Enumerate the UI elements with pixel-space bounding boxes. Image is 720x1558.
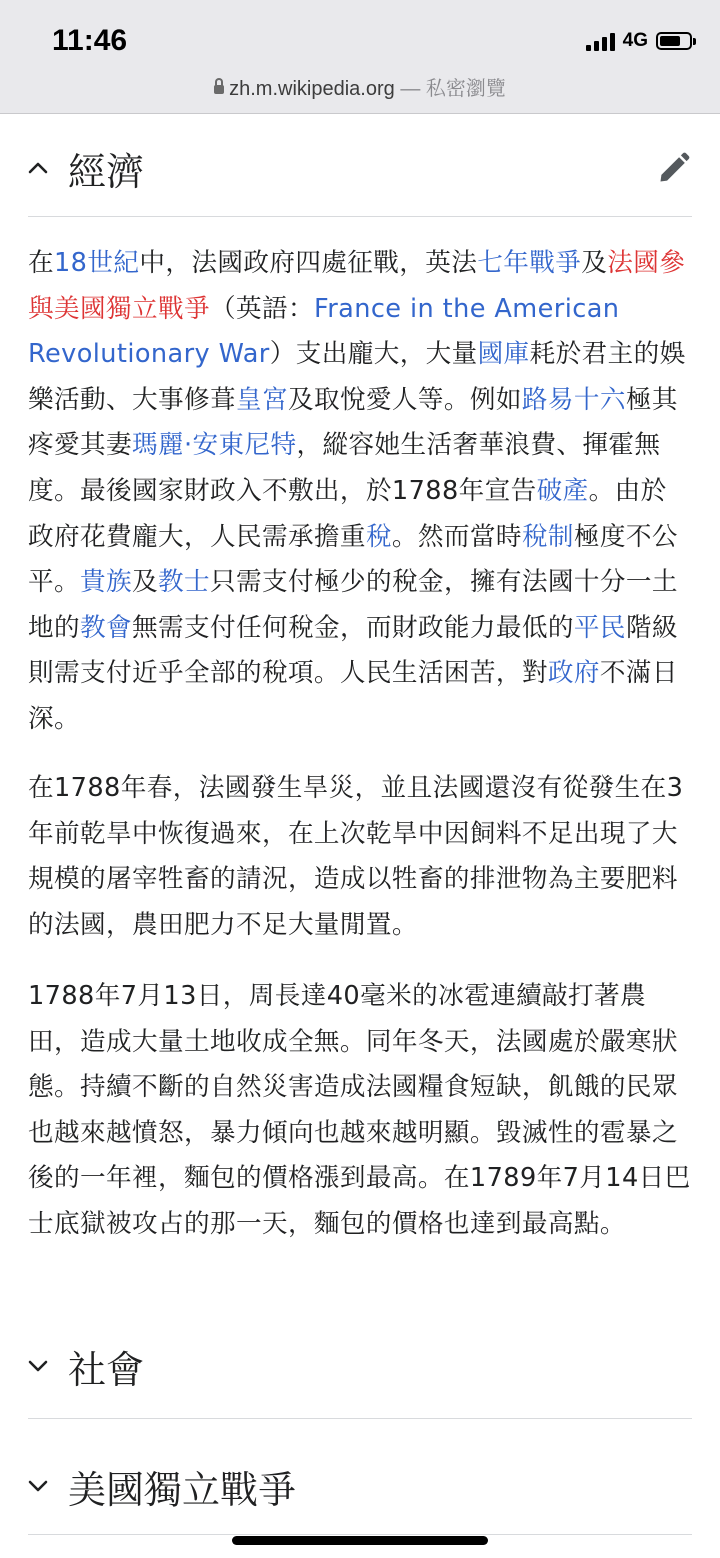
cellular-signal-icon: [586, 31, 615, 51]
paragraph-economy-3: 1788年7月13日，周長達40毫米的冰雹連續敲打著農田，造成大量土地收成全無。同年冬天，法國處於嚴寒狀態。持續不斷的自然災害造成法國糧食短缺，飢餓的民眾也越來越憤怒，暴力傾向也越來越明顯。毀滅性的雹暴之後的一年裡，麵包的價格漲到最高。在1789年7月14日巴士底獄被攻占的那一天，麵包的價格也達到最高點。: [28, 981, 691, 1239]
link-18th-century[interactable]: 18世紀: [54, 248, 140, 278]
url-domain: zh.m.wikipedia.org: [229, 78, 395, 100]
link-seven-years-war[interactable]: 七年戰爭: [477, 248, 582, 278]
link-government[interactable]: 政府: [547, 658, 600, 689]
section-title-economy: 經濟: [68, 149, 145, 194]
status-icons: [586, 30, 692, 52]
lock-icon: [214, 85, 224, 94]
section-divider: [28, 216, 692, 217]
section-divider: [28, 1418, 692, 1419]
link-commoners[interactable]: 平民: [573, 612, 626, 643]
chevron-up-icon: [28, 158, 48, 178]
section-title-american-war: 美國獨立戰爭: [68, 1467, 297, 1512]
private-browsing-label: — 私密瀏覽: [400, 78, 506, 100]
link-palace[interactable]: 皇宮: [235, 384, 288, 415]
link-church[interactable]: 教會: [80, 612, 132, 643]
browser-top-bar: [0, 0, 720, 114]
url-bar[interactable]: [0, 72, 720, 101]
section-header-society[interactable]: [28, 1342, 692, 1390]
chevron-down-icon: [28, 1476, 48, 1496]
link-marie-antoinette[interactable]: 瑪麗·安東尼特: [131, 430, 297, 461]
battery-icon: [656, 32, 692, 50]
link-nobility[interactable]: 貴族: [80, 567, 132, 598]
section-divider: [28, 1534, 692, 1535]
redlink-france-american-war[interactable]: 法國參與美國獨立戰爭: [28, 248, 686, 324]
link-tax-system[interactable]: 稅制: [521, 521, 574, 552]
link-bankruptcy[interactable]: 破產: [536, 475, 589, 506]
link-louis-xvi[interactable]: 路易十六: [521, 384, 626, 415]
section-title-society: 社會: [68, 1347, 145, 1392]
chevron-down-icon: [28, 1356, 48, 1376]
link-france-in-the-american-revolutionary-war[interactable]: France in the American Revolutionary War: [28, 293, 620, 370]
network-type: 4G: [622, 30, 648, 51]
section-header-economy[interactable]: [28, 144, 692, 192]
paragraph-economy-2: 在1788年春，法國發生旱災，並且法國還沒有從發生在3年前乾旱中恢復過來，在上次乾旱中因飼料不足出現了大規模的屠宰牲畜的請況，造成以牲畜的排泄物為主要肥料的法國，農田肥力不足大量閒置。: [28, 773, 684, 940]
link-clergy[interactable]: 教士: [158, 567, 210, 598]
home-indicator[interactable]: [232, 1536, 488, 1545]
pencil-icon[interactable]: [656, 150, 692, 186]
paragraph-economy-1: 在18世紀中，法國政府四處征戰，英法七年戰爭及法國參與美國獨立戰爭（英語：France in the American Revolutionary War）支出龐大，大量國庫耗於君主的娛樂活動、大事修葺皇宮及取悅愛人等。例如路易十六極其疼愛其妻瑪麗·安東尼特，縱容她生活奢華浪費、揮霍無度。最後國家財政入不敷出，於1788年宣告破產。由於政府花費龐大，人民需承擔重稅。然而當時稅制極度不公平。貴族及教士只需支付極少的稅金，擁有法國十分一土地的教會無需支付任何稅金，而財政能力最低的平民階級則需支付近乎全部的稅項。人民生活困苦，對政府不滿日深。: [28, 248, 686, 734]
section-header-american-war[interactable]: [28, 1462, 692, 1510]
link-tax[interactable]: 稅: [365, 521, 392, 552]
status-time: 11:46: [52, 24, 128, 57]
link-treasury[interactable]: 國庫: [477, 339, 530, 370]
